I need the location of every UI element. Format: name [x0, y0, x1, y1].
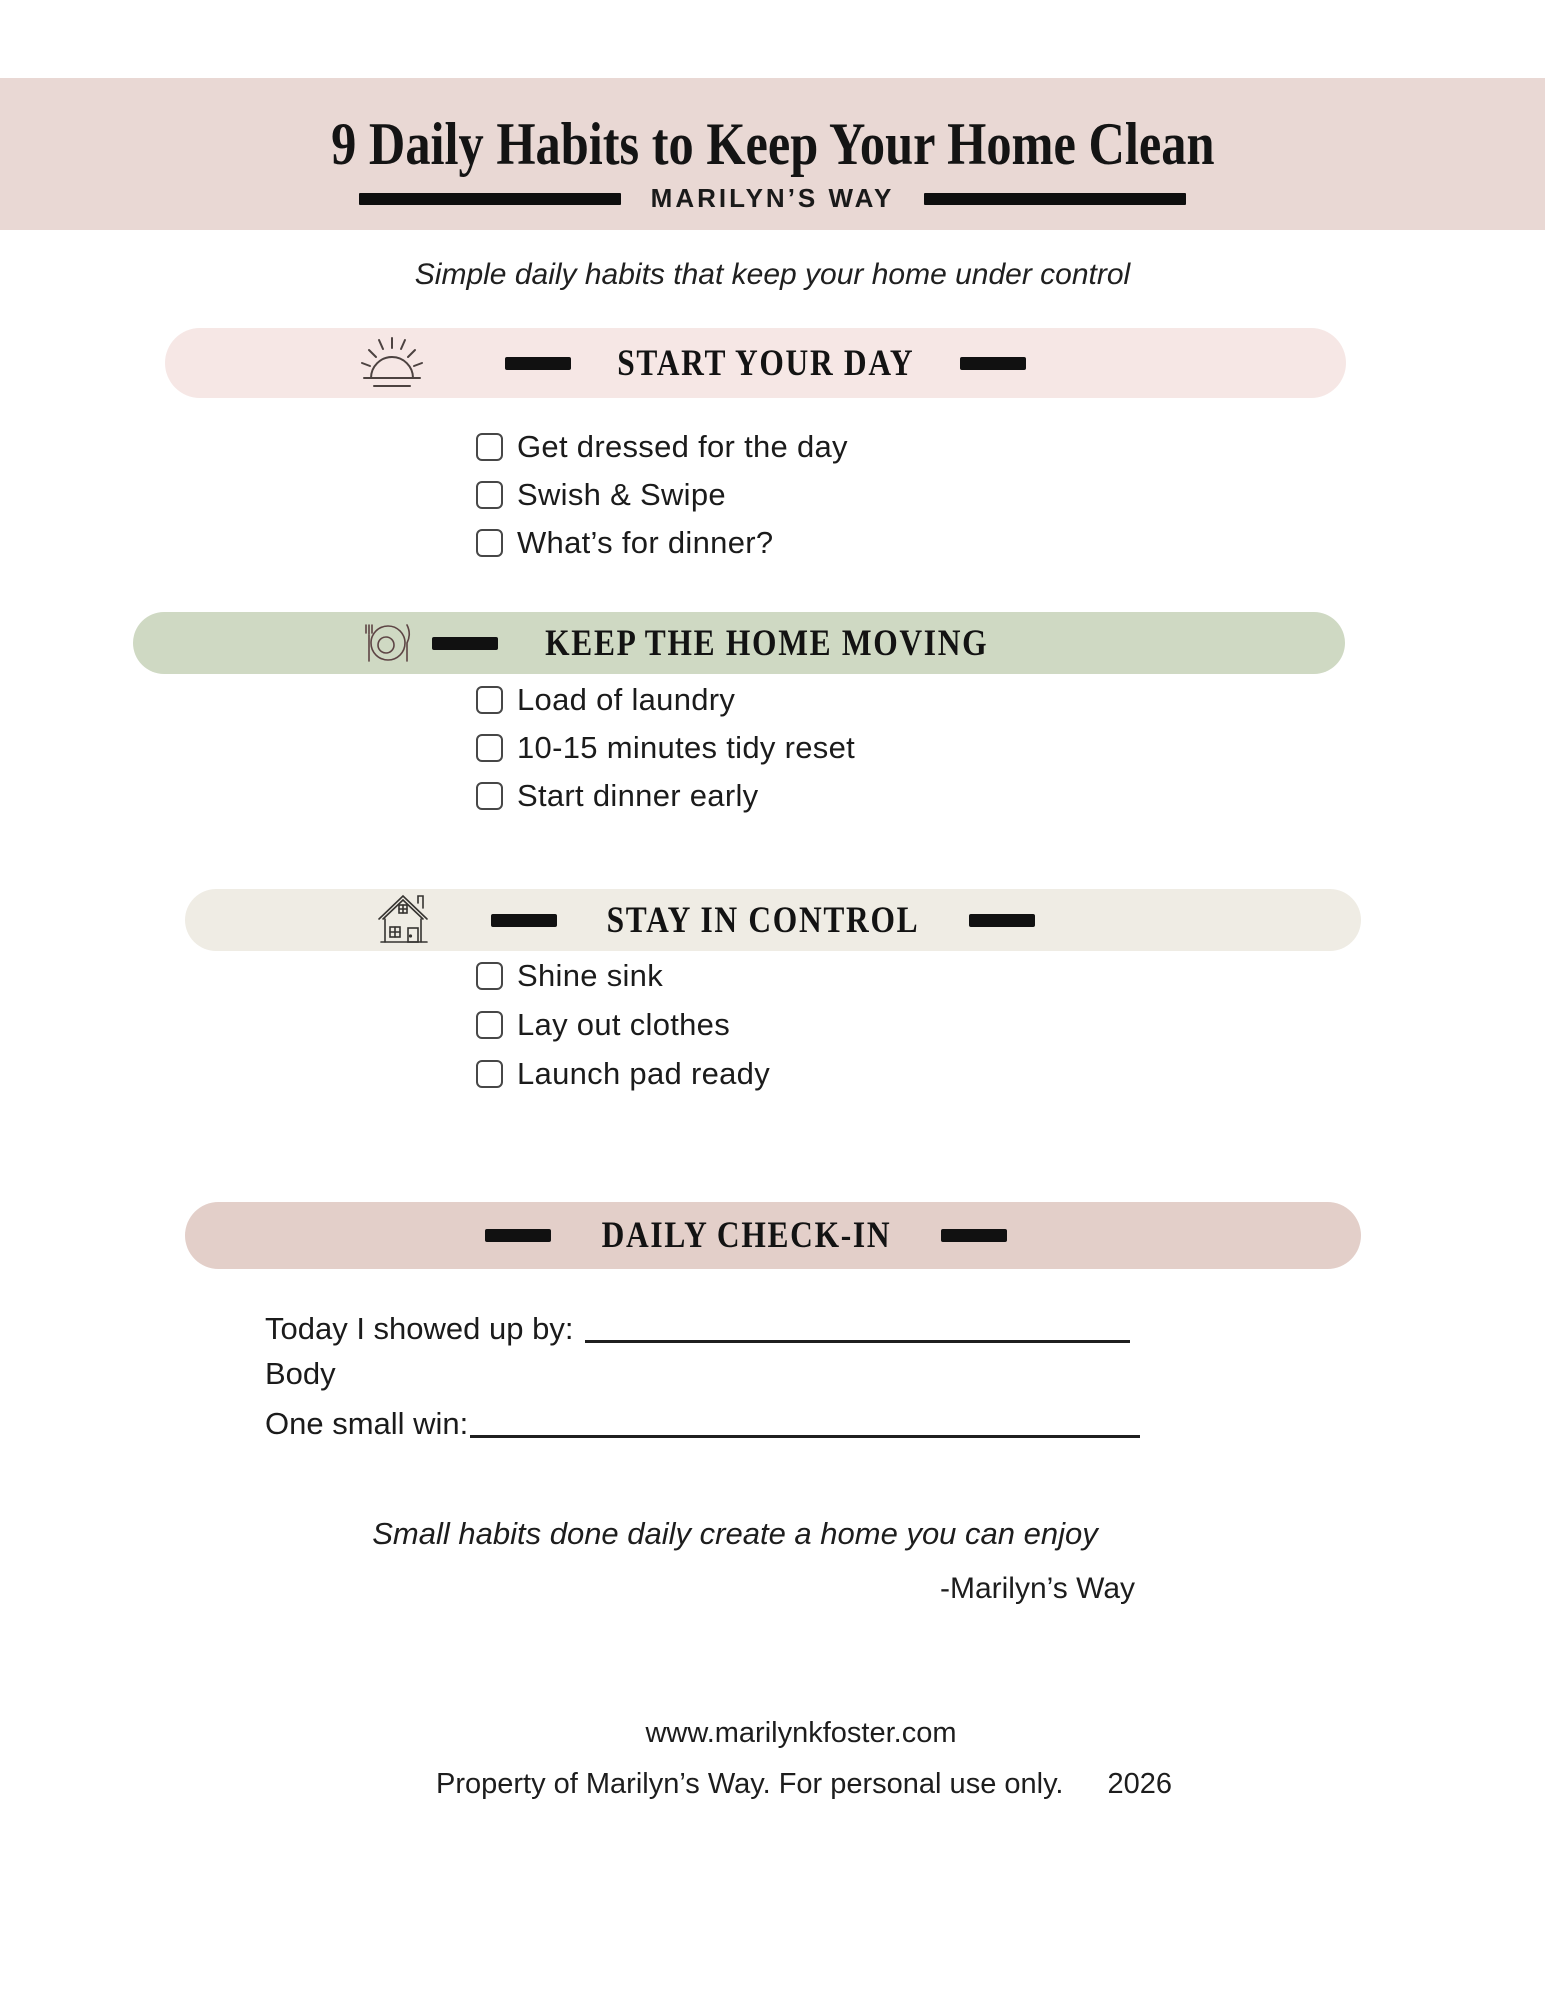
small-win-answer-line[interactable] — [470, 1435, 1140, 1438]
checklist-item-label: Load of laundry — [517, 682, 736, 717]
checklist-item — [476, 1049, 770, 1098]
checklist-item-label: Shine sink — [517, 957, 664, 993]
checklist-item-label: Get dressed for the day — [517, 429, 848, 464]
section-band-keep-the-home-moving — [133, 612, 1345, 674]
showed-up-label: Today I showed up by: — [265, 1311, 574, 1346]
house-icon — [372, 889, 436, 947]
brand-name: MARILYN’S WAY — [650, 183, 895, 213]
section-band-daily-check-in — [185, 1202, 1361, 1269]
footer-notice — [60, 1768, 1545, 1801]
left-dash — [432, 637, 498, 650]
right-dash — [941, 1229, 1007, 1242]
header-band — [0, 78, 1545, 230]
checklist-item — [476, 676, 855, 724]
checklist-item — [476, 724, 855, 772]
left-dash — [505, 357, 571, 370]
checklist-item — [476, 1000, 770, 1049]
showed-up-row — [265, 1306, 1130, 1348]
left-dash — [485, 1229, 551, 1242]
checklist-item-label: 10-15 minutes tidy reset — [517, 730, 856, 765]
checklist-keep-the-home-moving — [476, 676, 855, 820]
right-dash — [969, 914, 1035, 927]
brand-right-bar — [924, 193, 1186, 205]
checkbox[interactable] — [476, 481, 503, 509]
checklist-start-your-day — [476, 423, 848, 567]
checkbox[interactable] — [476, 529, 503, 557]
brand-left-bar — [359, 193, 621, 205]
section-title-start-your-day: START YOUR DAY — [616, 342, 915, 384]
checklist-item — [476, 772, 855, 820]
sunrise-icon — [358, 332, 426, 394]
right-dash — [960, 357, 1026, 370]
plate-and-cutlery-icon — [355, 613, 419, 673]
checklist-item-label: Swish & Swipe — [517, 477, 726, 512]
section-title-row — [491, 899, 1035, 941]
checklist-stay-in-control — [476, 951, 770, 1098]
showed-up-label-continued: Body — [265, 1356, 336, 1391]
page-subtitle: Simple daily habits that keep your home under control — [414, 258, 1131, 291]
checklist-item-label: Launch pad ready — [517, 1055, 770, 1091]
checkbox[interactable] — [476, 962, 503, 990]
checkbox[interactable] — [476, 686, 503, 714]
brand-row — [359, 183, 1187, 214]
quote-text: Small habits done daily create a home you can enjoy — [372, 1516, 1098, 1551]
checkbox[interactable] — [476, 1011, 503, 1039]
checklist-item — [476, 471, 848, 519]
small-win-row — [265, 1401, 1140, 1443]
section-band-stay-in-control — [185, 889, 1361, 951]
section-title-stay-in-control: STAY IN CONTROL — [606, 899, 920, 941]
checkbox[interactable] — [476, 782, 503, 810]
checkbox[interactable] — [476, 1060, 503, 1088]
left-dash — [491, 914, 557, 927]
section-band-start-your-day — [165, 328, 1346, 398]
checklist-item — [476, 519, 848, 567]
section-title-keep-the-home-moving: KEEP THE HOME MOVING — [545, 622, 989, 664]
page-title: 9 Daily Habits to Keep Your Home Clean — [330, 111, 1215, 177]
checkbox[interactable] — [476, 433, 503, 461]
showed-up-answer-line[interactable] — [585, 1340, 1130, 1343]
checklist-item-label: What’s for dinner? — [517, 525, 774, 560]
section-title-daily-check-in: DAILY CHECK-IN — [601, 1215, 891, 1256]
section-title-row — [432, 622, 1027, 664]
checklist-item-label: Start dinner early — [517, 778, 759, 813]
small-win-label: One small win: — [265, 1406, 469, 1441]
section-title-row — [485, 1217, 1008, 1254]
footer-year: 2026 — [1107, 1768, 1172, 1800]
checklist-item — [476, 951, 770, 1000]
footer-copyright-text: Property of Marilyn’s Way. For personal use only. — [435, 1768, 1064, 1800]
checklist-item-label: Lay out clothes — [517, 1006, 731, 1042]
footer-website: www.marilynkfoster.com — [645, 1717, 957, 1749]
checklist-item — [476, 423, 848, 471]
section-title-row — [505, 342, 1027, 384]
checkbox[interactable] — [476, 734, 503, 762]
quote-attribution: -Marilyn’s Way — [939, 1572, 1135, 1605]
